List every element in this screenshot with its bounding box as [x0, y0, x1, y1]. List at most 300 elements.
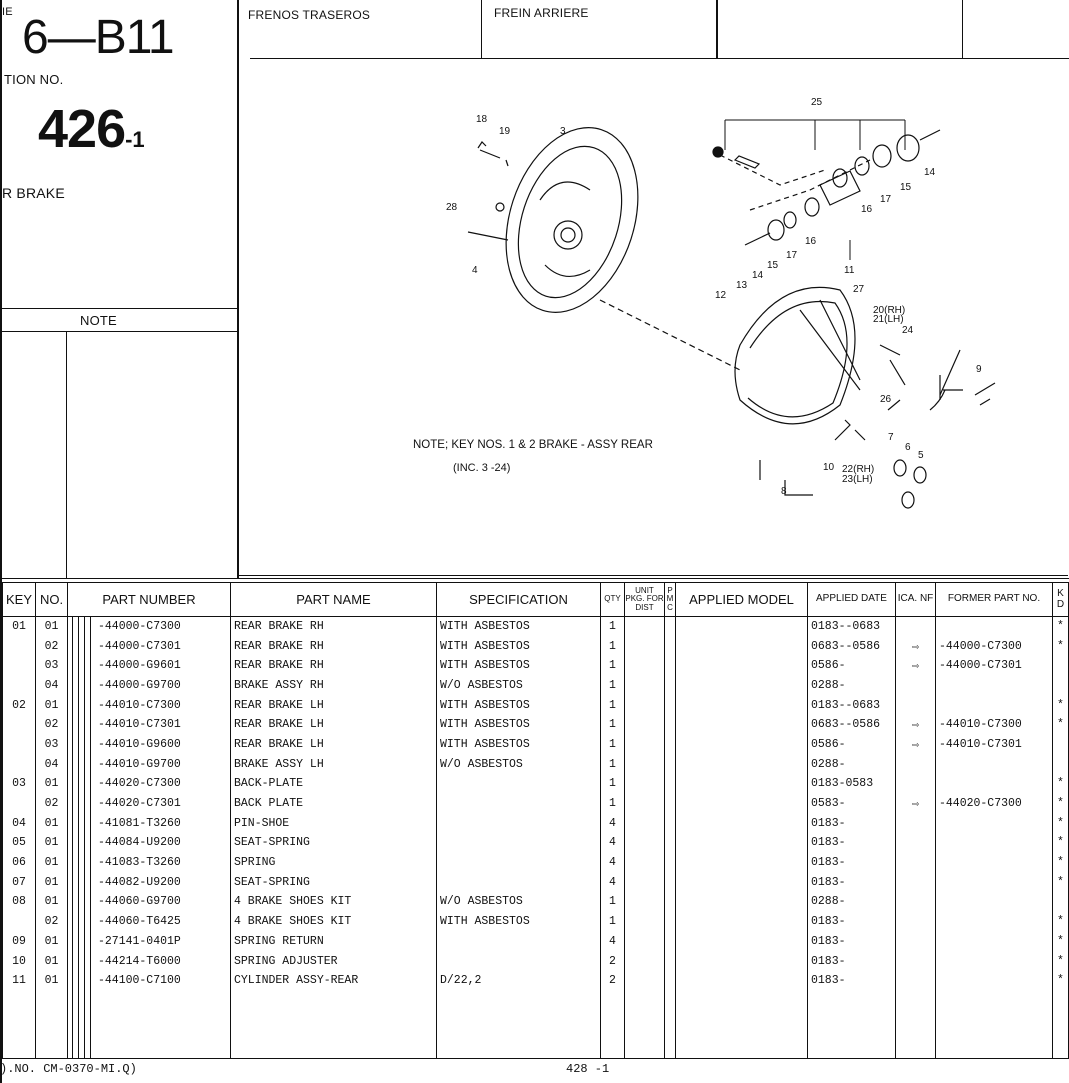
row-part-name: REAR BRAKE RH: [231, 636, 437, 656]
filler-cell: [437, 991, 601, 1059]
svg-text:21(LH): 21(LH): [873, 314, 904, 325]
svg-text:16: 16: [805, 236, 817, 247]
row-pmc: [665, 617, 676, 637]
row-key: [3, 715, 36, 735]
row-applied-model: [676, 872, 808, 892]
row-key: 05: [3, 833, 36, 853]
row-no: 01: [36, 971, 68, 991]
row-ica: [896, 932, 936, 952]
row-part-number: -44214-T6000: [68, 951, 231, 971]
row-no: 01: [36, 695, 68, 715]
filler-cell: [676, 991, 808, 1059]
filler-cell: [36, 991, 68, 1059]
row-applied-date: 0183-: [808, 912, 896, 932]
row-ica: [896, 951, 936, 971]
row-specification: [437, 932, 601, 952]
row-applied-model: [676, 715, 808, 735]
row-part-name: BACK PLATE: [231, 794, 437, 814]
row-applied-date: 0586-: [808, 656, 896, 676]
row-no: 02: [36, 715, 68, 735]
row-unit-pkg: [625, 892, 665, 912]
row-former-part: [936, 774, 1053, 794]
row-unit-pkg: [625, 754, 665, 774]
row-specification: WITH ASBESTOS: [437, 656, 601, 676]
row-applied-date: 0288-: [808, 754, 896, 774]
row-former-part: [936, 833, 1053, 853]
svg-text:7: 7: [888, 432, 894, 443]
row-part-number: -44010-C7301: [68, 715, 231, 735]
row-specification: [437, 833, 601, 853]
filler-cell: [625, 991, 665, 1059]
row-unit-pkg: [625, 971, 665, 991]
row-applied-model: [676, 912, 808, 932]
row-part-number: -44084-U9200: [68, 833, 231, 853]
row-qty: 1: [601, 735, 625, 755]
row-unit-pkg: [625, 794, 665, 814]
row-part-name: REAR BRAKE RH: [231, 656, 437, 676]
page-number: 428 -1: [566, 1062, 610, 1076]
table-row: [3, 971, 1069, 991]
row-kd: *: [1053, 813, 1069, 833]
row-qty: 4: [601, 833, 625, 853]
row-unit-pkg: [625, 833, 665, 853]
row-former-part: [936, 951, 1053, 971]
row-part-name: 4 BRAKE SHOES KIT: [231, 892, 437, 912]
section-number: [38, 98, 145, 160]
brake-shoe: [735, 287, 855, 423]
svg-text:3: 3: [560, 126, 566, 137]
row-part-number: -41083-T3260: [68, 853, 231, 873]
svg-text:10: 10: [823, 462, 835, 473]
row-pmc: [665, 676, 676, 696]
row-part-name: SPRING: [231, 853, 437, 873]
row-part-name: PIN-SHOE: [231, 813, 437, 833]
section-number-main: 426: [38, 99, 126, 159]
row-applied-model: [676, 695, 808, 715]
row-former-part: -44000-C7300: [936, 636, 1053, 656]
row-applied-date: 0183-: [808, 932, 896, 952]
row-applied-model: [676, 971, 808, 991]
row-applied-date: 0586-: [808, 735, 896, 755]
row-no: 02: [36, 912, 68, 932]
col-unit-pkg: UNIT PKG. FOR DIST: [625, 583, 665, 617]
section-label: TION NO.: [4, 72, 64, 87]
row-applied-date: 0183-: [808, 971, 896, 991]
filler-cell: [601, 991, 625, 1059]
diagram-note-line1: NOTE; KEY NOS. 1 & 2 BRAKE - ASSY REAR: [413, 439, 653, 451]
col-applied-model: APPLIED MODEL: [676, 583, 808, 617]
row-applied-date: 0183-: [808, 872, 896, 892]
row-applied-date: 0288-: [808, 676, 896, 696]
row-pmc: [665, 853, 676, 873]
table-header-row: [3, 583, 1069, 617]
row-qty: 1: [601, 794, 625, 814]
row-pmc: [665, 833, 676, 853]
col-part-number: PART NUMBER: [68, 583, 231, 617]
title-spanish: FRENOS TRASEROS: [248, 8, 371, 22]
row-specification: [437, 774, 601, 794]
row-no: 01: [36, 892, 68, 912]
row-qty: 1: [601, 695, 625, 715]
col-pmc: P M C: [665, 583, 676, 617]
row-qty: 1: [601, 912, 625, 932]
row-key: 01: [3, 617, 36, 637]
svg-text:13: 13: [736, 280, 748, 291]
row-key: [3, 676, 36, 696]
row-applied-date: 0183-: [808, 951, 896, 971]
row-applied-date: 0183-: [808, 833, 896, 853]
col-part-name: PART NAME: [231, 583, 437, 617]
row-pmc: [665, 774, 676, 794]
row-part-number: -41081-T3260: [68, 813, 231, 833]
row-kd: *: [1053, 971, 1069, 991]
svg-text:11: 11: [844, 265, 855, 276]
row-part-number: -44060-T6425: [68, 912, 231, 932]
row-unit-pkg: [625, 932, 665, 952]
svg-text:15: 15: [900, 182, 912, 193]
row-part-name: REAR BRAKE LH: [231, 695, 437, 715]
row-applied-model: [676, 833, 808, 853]
section-number-sub: -1: [125, 127, 145, 152]
row-former-part: -44010-C7300: [936, 715, 1053, 735]
row-ica: [896, 754, 936, 774]
row-unit-pkg: [625, 715, 665, 735]
row-qty: 1: [601, 676, 625, 696]
row-pmc: [665, 813, 676, 833]
row-kd: [1053, 656, 1069, 676]
filler-cell: [808, 991, 896, 1059]
row-specification: [437, 794, 601, 814]
filler-cell: [665, 991, 676, 1059]
svg-text:12: 12: [715, 290, 727, 301]
row-no: 01: [36, 932, 68, 952]
col-qty: QTY: [601, 583, 625, 617]
row-kd: *: [1053, 912, 1069, 932]
row-qty: 1: [601, 656, 625, 676]
row-former-part: [936, 892, 1053, 912]
row-applied-model: [676, 774, 808, 794]
row-pmc: [665, 695, 676, 715]
row-pmc: [665, 951, 676, 971]
row-kd: *: [1053, 872, 1069, 892]
row-specification: WITH ASBESTOS: [437, 695, 601, 715]
row-part-number: -44010-G9600: [68, 735, 231, 755]
row-unit-pkg: [625, 617, 665, 637]
row-key: 07: [3, 872, 36, 892]
col-kd: K D: [1053, 583, 1069, 617]
row-key: 02: [3, 695, 36, 715]
svg-text:15: 15: [767, 260, 779, 271]
row-part-number: -27141-0401P: [68, 932, 231, 952]
row-pmc: [665, 892, 676, 912]
row-kd: *: [1053, 932, 1069, 952]
row-qty: 1: [601, 774, 625, 794]
row-qty: 4: [601, 813, 625, 833]
svg-text:22(RH): 22(RH): [842, 464, 875, 475]
row-kd: [1053, 676, 1069, 696]
row-former-part: -44020-C7300: [936, 794, 1053, 814]
table-filler-row: [3, 991, 1069, 1059]
row-part-name: REAR BRAKE LH: [231, 735, 437, 755]
col-specification: SPECIFICATION: [437, 583, 601, 617]
row-pmc: [665, 754, 676, 774]
row-ica: [896, 695, 936, 715]
svg-text:27: 27: [853, 284, 865, 295]
filler-cell: [1053, 991, 1069, 1059]
parts-table: [2, 582, 1069, 1059]
row-key: [3, 754, 36, 774]
svg-text:23(LH): 23(LH): [842, 474, 873, 485]
filler-cell: [231, 991, 437, 1059]
table-row: [3, 833, 1069, 853]
row-qty: 4: [601, 853, 625, 873]
row-no: 01: [36, 617, 68, 637]
row-pmc: [665, 971, 676, 991]
row-kd: [1053, 754, 1069, 774]
row-applied-date: 0288-: [808, 892, 896, 912]
row-part-name: SEAT-SPRING: [231, 833, 437, 853]
exploded-brake-diagram: [240, 60, 1068, 574]
row-part-name: SEAT-SPRING: [231, 872, 437, 892]
svg-text:17: 17: [786, 250, 798, 261]
svg-text:4: 4: [472, 265, 478, 276]
row-former-part: [936, 813, 1053, 833]
row-former-part: [936, 971, 1053, 991]
row-ica: [896, 676, 936, 696]
row-applied-model: [676, 813, 808, 833]
row-qty: 2: [601, 951, 625, 971]
row-key: [3, 794, 36, 814]
row-pmc: [665, 636, 676, 656]
row-specification: WITH ASBESTOS: [437, 735, 601, 755]
row-kd: *: [1053, 951, 1069, 971]
row-unit-pkg: [625, 774, 665, 794]
svg-text:9: 9: [976, 364, 982, 375]
row-unit-pkg: [625, 853, 665, 873]
row-no: 01: [36, 872, 68, 892]
row-ica: [896, 872, 936, 892]
row-part-number: -44000-G9700: [68, 676, 231, 696]
fig-prefix: IE: [2, 6, 13, 18]
row-pmc: [665, 872, 676, 892]
table-row: [3, 951, 1069, 971]
row-applied-model: [676, 951, 808, 971]
row-part-name: 4 BRAKE SHOES KIT: [231, 912, 437, 932]
row-applied-date: 0183--0683: [808, 695, 896, 715]
col-applied-date: APPLIED DATE: [808, 583, 896, 617]
row-part-name: BRAKE ASSY RH: [231, 676, 437, 696]
row-applied-date: 0183-: [808, 853, 896, 873]
svg-text:28: 28: [446, 202, 458, 213]
row-kd: *: [1053, 617, 1069, 637]
row-qty: 1: [601, 636, 625, 656]
row-qty: 1: [601, 892, 625, 912]
row-part-name: BRAKE ASSY LH: [231, 754, 437, 774]
col-key: KEY: [3, 583, 36, 617]
col-ica: ICA. NF: [896, 583, 936, 617]
row-no: 04: [36, 754, 68, 774]
svg-text:5: 5: [918, 450, 924, 461]
table-row: [3, 912, 1069, 932]
row-pmc: [665, 656, 676, 676]
row-key: 11: [3, 971, 36, 991]
row-part-number: -44082-U9200: [68, 872, 231, 892]
table-row: [3, 754, 1069, 774]
table-row: [3, 853, 1069, 873]
filler-cell: [936, 991, 1053, 1059]
row-part-number: -44010-C7300: [68, 695, 231, 715]
row-ica: [896, 892, 936, 912]
svg-text:14: 14: [924, 167, 936, 178]
row-ica: ⇨: [896, 656, 936, 676]
row-no: 04: [36, 676, 68, 696]
title-french: FREIN ARRIERE: [494, 6, 589, 20]
table-row: [3, 813, 1069, 833]
row-key: 09: [3, 932, 36, 952]
row-part-name: REAR BRAKE RH: [231, 617, 437, 637]
row-pmc: [665, 912, 676, 932]
row-no: 01: [36, 774, 68, 794]
svg-text:14: 14: [752, 270, 764, 281]
row-part-number: -44000-C7301: [68, 636, 231, 656]
table-row: [3, 794, 1069, 814]
row-ica: [896, 774, 936, 794]
row-qty: 1: [601, 617, 625, 637]
row-ica: [896, 853, 936, 873]
part-group-name: R BRAKE: [2, 185, 65, 201]
row-pmc: [665, 735, 676, 755]
row-unit-pkg: [625, 695, 665, 715]
table-row: [3, 636, 1069, 656]
row-ica: ⇨: [896, 715, 936, 735]
row-former-part: [936, 695, 1053, 715]
row-applied-model: [676, 932, 808, 952]
row-part-name: CYLINDER ASSY-REAR: [231, 971, 437, 991]
row-part-name: BACK-PLATE: [231, 774, 437, 794]
row-kd: [1053, 735, 1069, 755]
row-part-number: -44100-C7100: [68, 971, 231, 991]
row-qty: 4: [601, 932, 625, 952]
row-qty: 1: [601, 715, 625, 735]
table-row: [3, 872, 1069, 892]
row-applied-date: 0183-0583: [808, 774, 896, 794]
row-no: 01: [36, 813, 68, 833]
filler-cell: [3, 991, 36, 1059]
filler-cell: [896, 991, 936, 1059]
row-key: 10: [3, 951, 36, 971]
diagram-note-line2: (INC. 3 -24): [453, 462, 511, 474]
row-key: [3, 735, 36, 755]
table-row: [3, 774, 1069, 794]
row-applied-model: [676, 676, 808, 696]
row-pmc: [665, 932, 676, 952]
svg-text:6: 6: [905, 442, 911, 453]
figure-number: 6—B11: [22, 11, 174, 64]
row-applied-date: 0183--0683: [808, 617, 896, 637]
row-no: 01: [36, 951, 68, 971]
svg-text:18: 18: [476, 114, 488, 125]
row-applied-model: [676, 636, 808, 656]
row-kd: *: [1053, 794, 1069, 814]
row-applied-model: [676, 617, 808, 637]
row-no: 02: [36, 636, 68, 656]
row-specification: [437, 951, 601, 971]
row-qty: 4: [601, 872, 625, 892]
row-part-number: -44010-G9700: [68, 754, 231, 774]
row-qty: 1: [601, 754, 625, 774]
col-former-part: FORMER PART NO.: [936, 583, 1053, 617]
table-row: [3, 735, 1069, 755]
row-applied-model: [676, 794, 808, 814]
row-kd: *: [1053, 636, 1069, 656]
row-specification: W/O ASBESTOS: [437, 892, 601, 912]
row-no: 01: [36, 833, 68, 853]
svg-text:8: 8: [781, 486, 787, 497]
row-former-part: -44010-C7301: [936, 735, 1053, 755]
row-kd: *: [1053, 853, 1069, 873]
svg-text:26: 26: [880, 394, 892, 405]
row-applied-model: [676, 754, 808, 774]
row-key: 06: [3, 853, 36, 873]
row-applied-date: 0683--0586: [808, 715, 896, 735]
row-part-number: -44060-G9700: [68, 892, 231, 912]
row-part-name: REAR BRAKE LH: [231, 715, 437, 735]
row-no: 03: [36, 735, 68, 755]
filler-cell: [68, 991, 231, 1059]
row-specification: D/22,2: [437, 971, 601, 991]
row-unit-pkg: [625, 656, 665, 676]
row-unit-pkg: [625, 636, 665, 656]
row-part-number: -44020-C7301: [68, 794, 231, 814]
row-former-part: [936, 912, 1053, 932]
row-key: [3, 656, 36, 676]
row-applied-date: 0183-: [808, 813, 896, 833]
table-row: [3, 617, 1069, 637]
svg-text:19: 19: [499, 126, 511, 137]
row-kd: [1053, 892, 1069, 912]
row-specification: W/O ASBESTOS: [437, 676, 601, 696]
svg-text:16: 16: [861, 204, 873, 215]
svg-text:17: 17: [880, 194, 892, 205]
table-row: [3, 932, 1069, 952]
row-key: 08: [3, 892, 36, 912]
row-ica: [896, 912, 936, 932]
row-part-name: SPRING RETURN: [231, 932, 437, 952]
row-pmc: [665, 715, 676, 735]
row-key: 03: [3, 774, 36, 794]
row-former-part: [936, 617, 1053, 637]
svg-text:20(RH): 20(RH): [873, 305, 906, 316]
row-key: 04: [3, 813, 36, 833]
row-no: 02: [36, 794, 68, 814]
row-key: [3, 636, 36, 656]
row-ica: ⇨: [896, 636, 936, 656]
row-ica: [896, 971, 936, 991]
col-no: NO.: [36, 583, 68, 617]
row-pmc: [665, 794, 676, 814]
note-label: NOTE: [80, 313, 117, 328]
row-no: 03: [36, 656, 68, 676]
row-qty: 2: [601, 971, 625, 991]
row-key: [3, 912, 36, 932]
table-row: [3, 656, 1069, 676]
row-ica: [896, 617, 936, 637]
row-unit-pkg: [625, 676, 665, 696]
row-no: 01: [36, 853, 68, 873]
row-former-part: [936, 676, 1053, 696]
table-row: [3, 695, 1069, 715]
row-unit-pkg: [625, 813, 665, 833]
